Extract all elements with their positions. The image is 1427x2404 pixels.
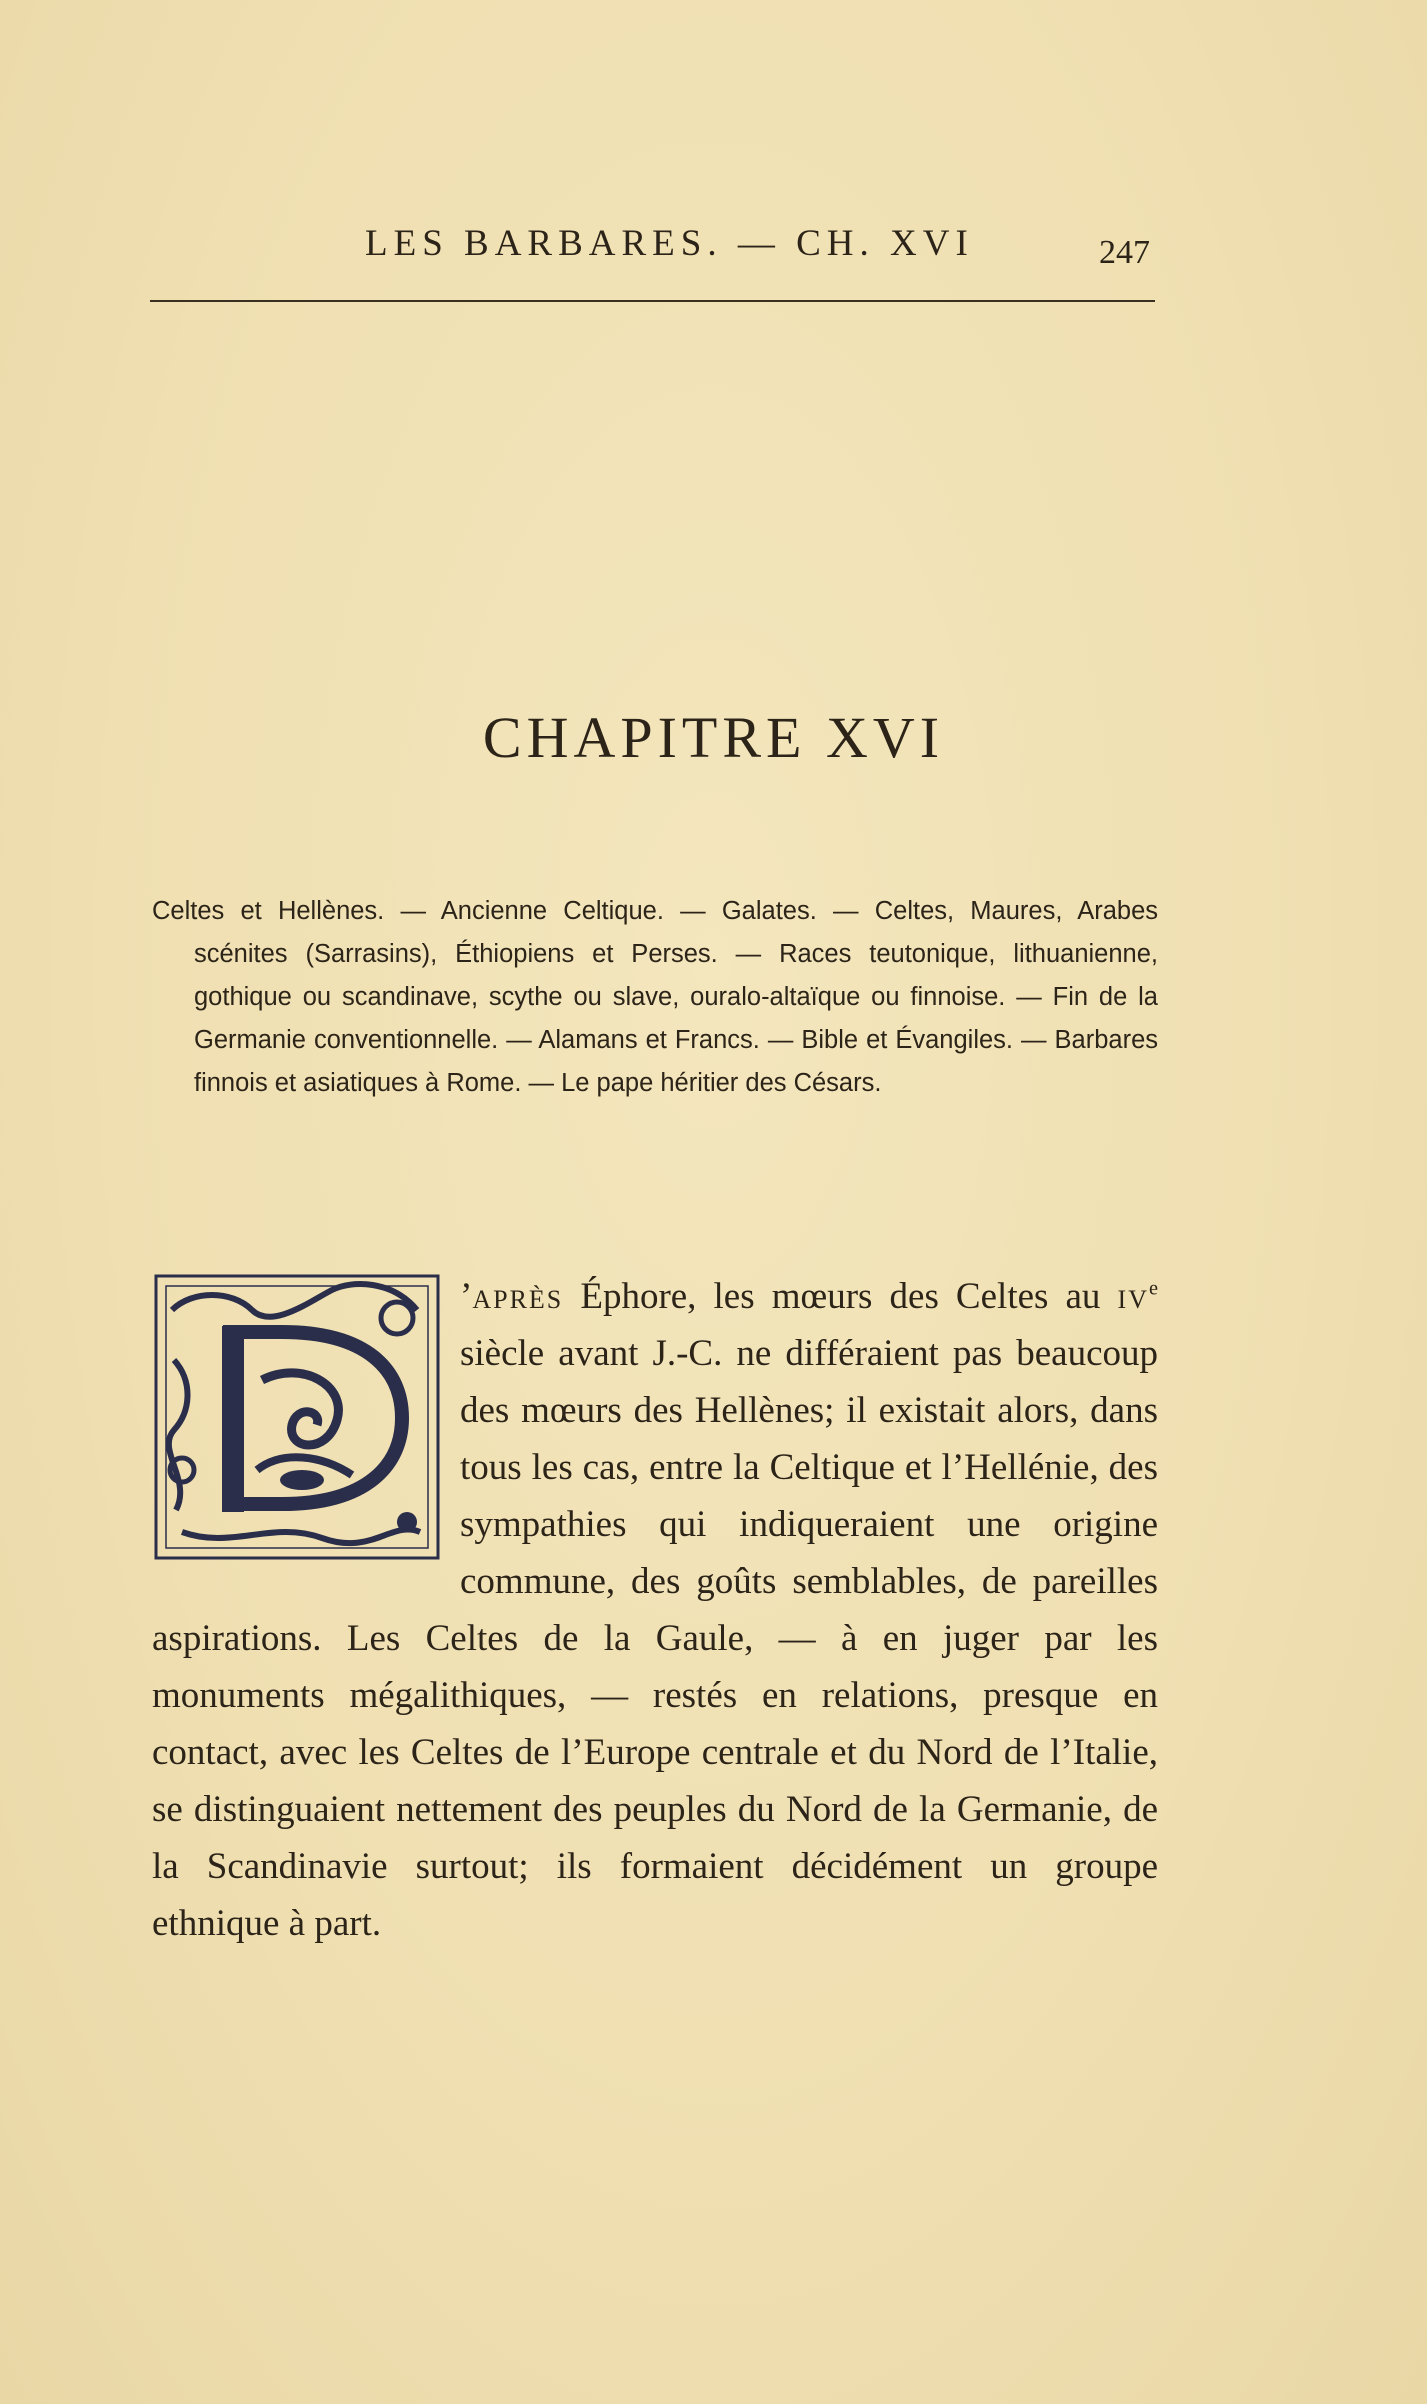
chapter-title: CHAPITRE XVI bbox=[482, 705, 945, 770]
running-header bbox=[150, 218, 1160, 278]
lead-apostrophe: ’ bbox=[460, 1276, 473, 1317]
chapter-summary: Celtes et Hellènes. — Ancienne Celtique. — Galates. — Celtes, Maures, Arabes scénites (Sarrasins), Éthiopiens et Perses. — Races teutonique, lithuanienne, gothique ou scandinave, scythe ou slave, ouralo-altaïque ou finnoise. — Fin de la Germanie conventionnelle. — Alamans et Francs. — Bible et Évangiles. — Barbares finnois et asiatiques à Rome. — Le pape héritier des Césars. bbox=[152, 897, 1158, 1097]
body-text-part2: siècle avant J.-C. ne différaient pas beaucoup des mœurs des Hellènes; il existait alors, dans tous les cas, entre la Celtique et l’Hellénie, des sympathies qui indiqueraient une origine commune, des goûts semblables, de pareilles aspirations. Les Celtes de la Gaule, — à en juger par les monuments mégalithiques, — restés en relations, presque en contact, avec les Celtes de l’Europe centrale et du Nord de l’Italie, se distinguaient nettement des peuples du Nord de la Germanie, de la Scandinavie surtout; ils formaient décidément un groupe ethnique à part. bbox=[152, 1333, 1158, 1944]
ornamental-drop-cap bbox=[152, 1270, 442, 1566]
century-numeral: iv bbox=[1117, 1276, 1149, 1317]
page-number: 247 bbox=[1099, 234, 1150, 271]
drop-cap-ornament-icon bbox=[152, 1270, 442, 1566]
lead-small-caps: après bbox=[472, 1276, 564, 1317]
century-superscript: e bbox=[1148, 1277, 1158, 1300]
body-text-part1: Éphore, les mœurs des Celtes au bbox=[563, 1276, 1118, 1317]
body-paragraph bbox=[152, 1268, 1158, 1952]
running-title: LES BARBARES. — CH. XVI bbox=[365, 223, 974, 264]
header-rule bbox=[150, 300, 1155, 302]
